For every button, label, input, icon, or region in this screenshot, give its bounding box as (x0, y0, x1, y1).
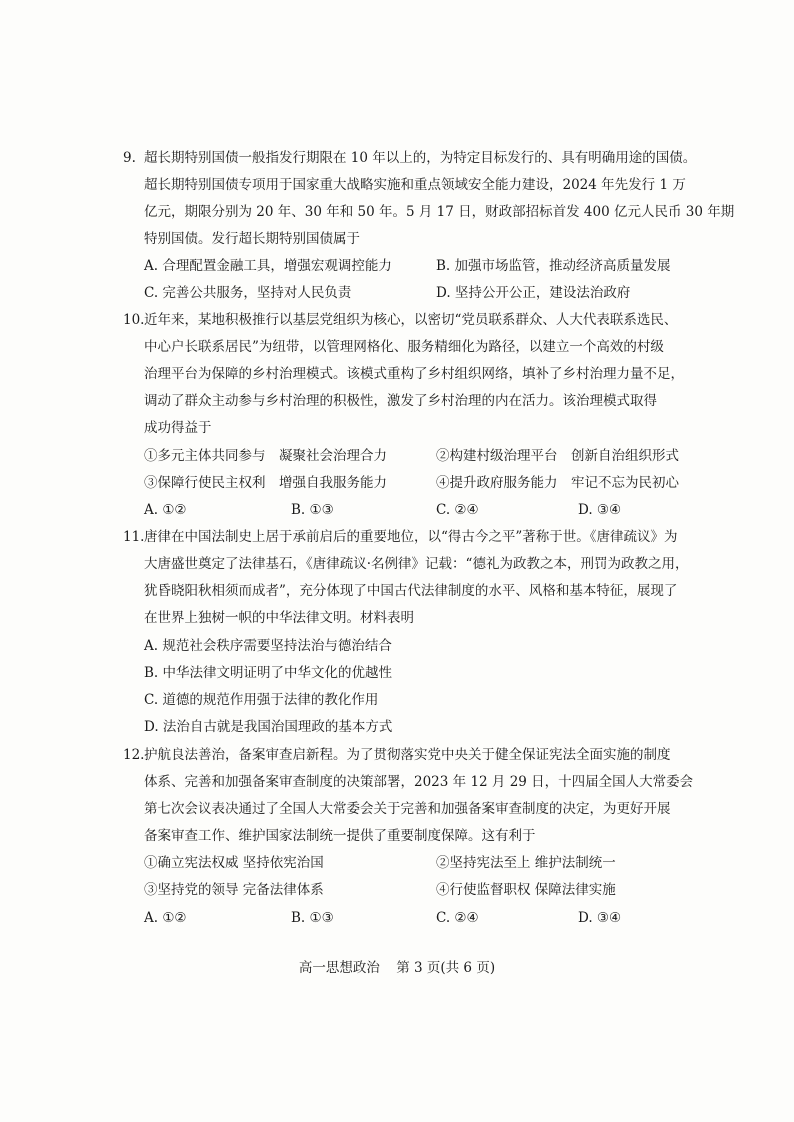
question-stem-line: 超长期特别国债专项用于国家重大战略实施和重点领域安全能力建设，2024 年先发行 1 万 (144, 177, 686, 193)
footer-subject: 高一思想政治 (298, 960, 380, 976)
option-d[interactable]: D. 坚持公开公正，建设法治政府 (436, 285, 631, 301)
statement-1: ①多元主体共同参与 凝聚社会治理合力 (144, 448, 387, 464)
question-number: 10. (123, 312, 145, 328)
option-c[interactable]: C. 道德的规范作用强于法律的教化作用 (144, 692, 379, 708)
option-c[interactable]: C. ②④ (436, 910, 479, 926)
option-c[interactable]: C. 完善公共服务，坚持对人民负责 (144, 285, 352, 301)
question-stem-line: 在世界上独树一帜的中华法律文明。材料表明 (144, 610, 414, 626)
option-b[interactable]: B. ①③ (291, 910, 334, 926)
statement-3: ③保障行使民主权利 增强自我服务能力 (144, 475, 387, 491)
question-number: 9. (123, 150, 136, 166)
question-stem-line: 第七次会议表决通过了全国人大常委会关于完善和加强备案审查制度的决定，为更好开展 (144, 801, 671, 817)
question-stem-line: 犹昏晓阳秋相须而成者”，充分体现了中国古代法律制度的水平、风格和基本特征，展现了 (144, 583, 678, 599)
option-c[interactable]: C. ②④ (436, 502, 479, 518)
question-stem-line: 体系、完善和加强备案审查制度的决策部署，2023 年 12 月 29 日，十四届全国人大常委会 (144, 774, 694, 790)
option-a[interactable]: A. 规范社会秩序需要坚持法治与德治结合 (144, 638, 392, 654)
question-stem-line: 备案审查工作、维护国家法制统一提供了重要制度保障。这有利于 (144, 828, 536, 844)
question-stem-line: 亿元，期限分别为 20 年、30 年和 50 年。5 月 17 日，财政部招标首发 400 亿元人民币 30 年期 (144, 204, 735, 220)
option-a[interactable]: A. 合理配置金融工具，增强宏观调控能力 (144, 258, 392, 274)
question-stem-line: 唐律在中国法制史上居于承前启后的重要地位，以“得古今之平”著称于世。《唐律疏议》为 (144, 529, 678, 545)
option-d[interactable]: D. ③④ (578, 502, 622, 518)
question-number: 11. (123, 529, 145, 545)
option-b[interactable]: B. ①③ (291, 502, 334, 518)
statement-4: ④提升政府服务能力 牢记不忘为民初心 (436, 475, 679, 491)
question-stem-line: 超长期特别国债一般指发行期限在 10 年以上的，为特定目标发行的、具有明确用途的国债。 (144, 150, 697, 166)
option-b[interactable]: B. 加强市场监管，推动经济高质量发展 (436, 258, 671, 274)
statement-2: ②构建村级治理平台 创新自治组织形式 (436, 448, 679, 464)
question-number: 12. (123, 747, 145, 763)
option-a[interactable]: A. ①② (144, 910, 187, 926)
question-stem-line: 护航良法善治，备案审查启新程。为了贯彻落实党中央关于健全保证宪法全面实施的制度 (144, 747, 671, 763)
question-stem-line: 中心户长联系居民”为纽带，以管理网格化、服务精细化为路径，以建立一个高效的村级 (144, 339, 664, 355)
question-stem-line: 特别国债。发行超长期特别国债属于 (144, 231, 360, 247)
question-stem-line: 成功得益于 (144, 420, 212, 436)
statement-2: ②坚持宪法至上 维护法制统一 (436, 855, 616, 871)
statement-1: ①确立宪法权威 坚持依宪治国 (144, 855, 324, 871)
statement-4: ④行使监督职权 保障法律实施 (436, 882, 616, 898)
question-stem-line: 大唐盛世奠定了法律基石，《唐律疏议·名例律》记载：“德礼为政教之本，刑罚为政教之用， (144, 556, 689, 572)
option-a[interactable]: A. ①② (144, 502, 187, 518)
option-b[interactable]: B. 中华法律文明证明了中华文化的优越性 (144, 665, 393, 681)
question-stem-line: 治理平台为保障的乡村治理模式。该模式重构了乡村组织网络，填补了乡村治理力量不足， (144, 366, 684, 382)
statement-3: ③坚持党的领导 完备法律体系 (144, 882, 324, 898)
footer-page-number: 第 3 页(共 6 页) (396, 960, 496, 976)
question-stem-line: 调动了群众主动参与乡村治理的积极性，激发了乡村治理的内在活力。该治理模式取得 (144, 393, 657, 409)
question-stem-line: 近年来，某地积极推行以基层党组织为核心，以密切“党员联系群众、人大代表联系选民、 (144, 312, 678, 328)
option-d[interactable]: D. 法治自古就是我国治国理政的基本方式 (144, 719, 393, 735)
option-d[interactable]: D. ③④ (578, 910, 622, 926)
page-footer (0, 959, 794, 977)
